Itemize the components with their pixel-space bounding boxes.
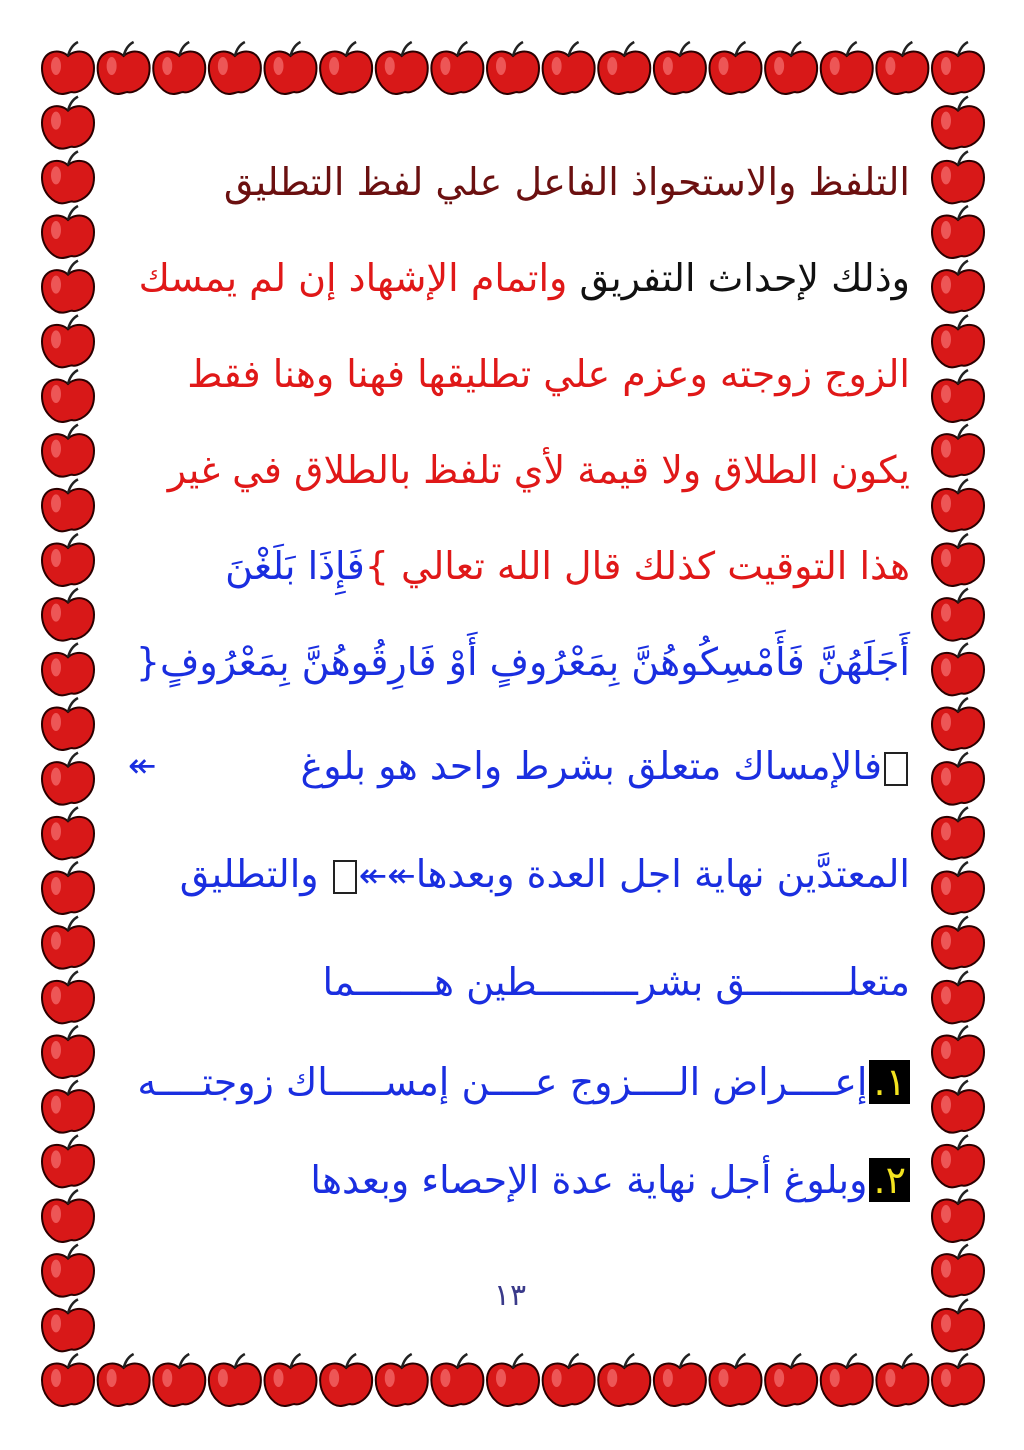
- apple-icon: [932, 370, 984, 422]
- apple-icon: [932, 698, 984, 750]
- apple-icon: [932, 97, 984, 149]
- apple-icon: [932, 971, 984, 1023]
- list-item-text: وبلوغ أجل نهاية عدة الإحصاء وبعدها: [310, 1158, 868, 1202]
- text-line-8: [120, 846, 910, 904]
- apple-icon: [209, 42, 261, 94]
- apple-icon: [42, 42, 94, 94]
- text-line-4: يكون الطلاق ولا قيمة لأي تلفظ بالطلاق في غير: [167, 448, 910, 492]
- text-span-blue: فالإمساك متعلق بشرط واحد هو بلوغ: [300, 744, 882, 788]
- apple-icon: [932, 479, 984, 531]
- apple-icon: [320, 42, 372, 94]
- apple-icon: [710, 1354, 762, 1406]
- apple-icon: [153, 1354, 205, 1406]
- text-line-2: [120, 250, 910, 306]
- apple-icon: [598, 42, 650, 94]
- apple-icon: [42, 1026, 94, 1078]
- apple-icon: [876, 1354, 928, 1406]
- list-item-1: [120, 1054, 910, 1110]
- apple-icon: [42, 206, 94, 258]
- apple-icon: [932, 261, 984, 313]
- missing-glyph-box: [884, 752, 908, 786]
- apple-icon: [42, 425, 94, 477]
- apple-icon: [42, 698, 94, 750]
- apple-icon: [98, 1354, 150, 1406]
- list-item-text: إعــــراض الــــزوج عــــن إمســـــاك زوجتــــه: [137, 1060, 868, 1104]
- apple-icon: [932, 315, 984, 367]
- text-span-blue: والتطليق: [179, 852, 331, 896]
- text-span-blue: المعتدَّين نهاية اجل العدة وبعدها: [415, 852, 910, 896]
- apple-icon: [932, 807, 984, 859]
- apple-icon: [932, 206, 984, 258]
- apple-icon: [42, 315, 94, 367]
- apple-icon: [932, 589, 984, 641]
- quran-verse-start: فَإِذَا بَلَغْنَ: [225, 544, 365, 588]
- apple-icon: [42, 1081, 94, 1133]
- apple-icon: [932, 1190, 984, 1242]
- apple-icon: [710, 42, 762, 94]
- apple-icon: [932, 753, 984, 805]
- apple-icon: [42, 971, 94, 1023]
- apple-icon: [876, 42, 928, 94]
- apple-icon: [42, 1245, 94, 1297]
- apple-icon: [654, 1354, 706, 1406]
- apple-icon: [654, 42, 706, 94]
- apple-icon: [487, 42, 539, 94]
- text-line-7: [120, 738, 910, 794]
- text-span-black: وذلك لإحداث التفريق: [567, 256, 910, 300]
- apple-icon: [42, 862, 94, 914]
- apple-icon: [42, 97, 94, 149]
- apple-icon: [932, 1135, 984, 1187]
- apple-icon: [765, 42, 817, 94]
- apple-icon: [42, 917, 94, 969]
- text-line-5: [120, 538, 910, 594]
- apple-icon: [42, 807, 94, 859]
- text-line-3: الزوج زوجته وعزم علي تطليقها فهنا وهنا فقط: [187, 352, 910, 396]
- apple-icon: [42, 370, 94, 422]
- apple-icon: [42, 534, 94, 586]
- apple-icon: [98, 42, 150, 94]
- apple-icon: [431, 1354, 483, 1406]
- apple-icon: [821, 1354, 873, 1406]
- apple-icon: [932, 1354, 984, 1406]
- page-number: ١٣: [493, 1278, 527, 1313]
- apple-icon: [932, 42, 984, 94]
- apple-icon: [265, 1354, 317, 1406]
- apple-icon: [42, 151, 94, 203]
- apple-icon: [42, 1354, 94, 1406]
- text-span-red: واتمام الإشهاد إن لم يمسك: [138, 256, 568, 300]
- apple-icon: [932, 917, 984, 969]
- apple-icon: [932, 1081, 984, 1133]
- text-span-red: هذا التوقيت كذلك قال الله تعالي }: [364, 544, 910, 588]
- apple-icon: [376, 42, 428, 94]
- apple-icon: [932, 425, 984, 477]
- apple-icon: [153, 42, 205, 94]
- apple-icon: [543, 1354, 595, 1406]
- apple-icon: [42, 1299, 94, 1351]
- apple-icon: [265, 42, 317, 94]
- double-arrow-icon: ↞↞: [358, 856, 416, 896]
- apple-icon: [932, 862, 984, 914]
- apple-icon: [376, 1354, 428, 1406]
- apple-icon: [543, 42, 595, 94]
- text-line-9: متعلـــــــــق بشرـــــــــطين هـــــــما: [322, 960, 910, 1004]
- apple-icon: [320, 1354, 372, 1406]
- apple-icon: [431, 42, 483, 94]
- apple-icon: [42, 261, 94, 313]
- apple-icon: [42, 753, 94, 805]
- apple-icon: [209, 1354, 261, 1406]
- apple-icon: [932, 534, 984, 586]
- page-content: [110, 110, 910, 1340]
- list-item-2: [120, 1152, 910, 1208]
- missing-glyph-box: [333, 860, 357, 894]
- apple-icon: [932, 1245, 984, 1297]
- apple-icon: [42, 1135, 94, 1187]
- apple-icon: [598, 1354, 650, 1406]
- apple-icon: [42, 479, 94, 531]
- apple-icon: [932, 643, 984, 695]
- apple-icon: [42, 1190, 94, 1242]
- apple-icon: [932, 1026, 984, 1078]
- apple-icon: [821, 42, 873, 94]
- apple-icon: [42, 589, 94, 641]
- list-number: ١.: [869, 1060, 910, 1104]
- double-arrow-icon: ↞: [128, 746, 157, 786]
- list-number: ٢.: [869, 1158, 910, 1202]
- text-line-1: التلفظ والاستحواذ الفاعل علي لفظ التطليق: [223, 160, 910, 204]
- apple-icon: [765, 1354, 817, 1406]
- apple-icon: [932, 1299, 984, 1351]
- apple-icon: [42, 643, 94, 695]
- quran-verse-line: أَجَلَهُنَّ فَأَمْسِكُوهُنَّ بِمَعْرُوفٍ أَوْ فَارِقُوهُنَّ بِمَعْرُوفٍ{: [135, 640, 910, 684]
- apple-icon: [487, 1354, 539, 1406]
- apple-icon: [932, 151, 984, 203]
